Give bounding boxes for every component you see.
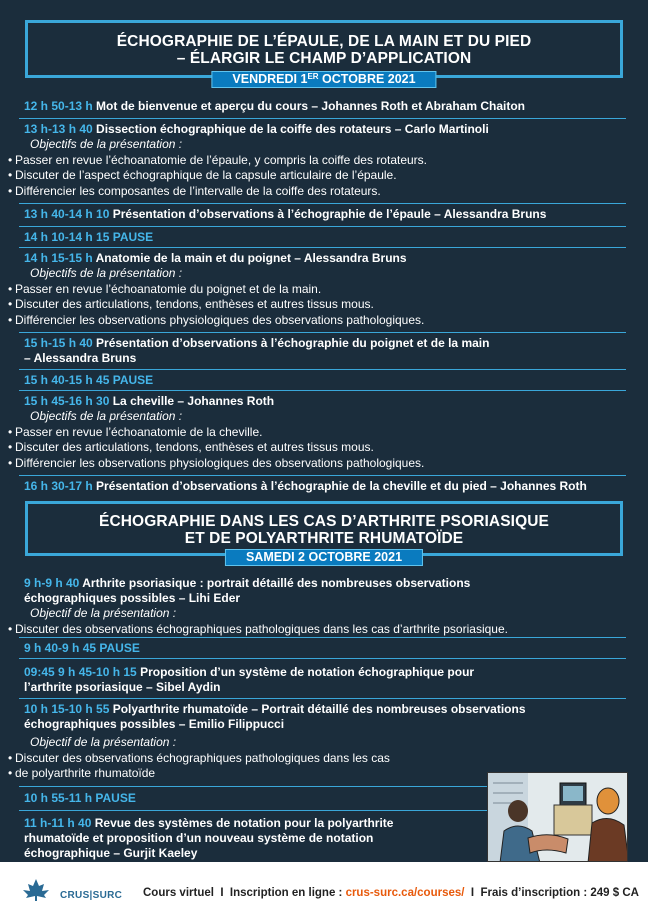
objectives-list bbox=[8, 622, 626, 638]
session-row bbox=[19, 663, 626, 699]
session-title: Anatomie de la main et du poignet – Alessandra Bruns bbox=[92, 251, 407, 265]
objective-item: • Passer en revue l’échoanatomie du poignet et de la main. bbox=[8, 282, 626, 298]
session-title: Présentation d’observations à l’échographie du poignet et de la main bbox=[92, 336, 490, 350]
objective-item: • Différencier les observations physiologiques des observations pathologiques. bbox=[8, 313, 626, 329]
session-time: 09:45 9 h 45-10 h 15 bbox=[24, 665, 137, 679]
registration-link[interactable]: crus-surc.ca/courses/ bbox=[345, 887, 465, 899]
objective-item: • Discuter des articulations, tendons, enthèses et autres tissus mous. bbox=[8, 297, 626, 313]
session-title-cont: échographiques possibles – Emilio Filippucci bbox=[24, 717, 285, 731]
clinic-illustration bbox=[487, 772, 628, 862]
pause-label: 14 h 10-14 h 15 PAUSE bbox=[24, 230, 154, 244]
objective-label: Objectif de la présentation : bbox=[30, 606, 177, 620]
session-title: Dissection échographique de la coiffe des rotateurs – Carlo Martinoli bbox=[92, 122, 489, 136]
objective-item: • Passer en revue l’échoanatomie de l’épaule, y compris la coiffe des rotateurs. bbox=[8, 153, 626, 169]
objective-item: • Différencier les observations physiologiques des observations pathologiques. bbox=[8, 456, 626, 472]
session-title-cont: rhumatoïde et proposition d’un nouveau système de notation bbox=[24, 831, 374, 845]
section2-title-line2: ET DE POLYARTHRITE RHUMATOÏDE bbox=[184, 530, 464, 547]
session-title: Revue des systèmes de notation pour la polyarthrite bbox=[91, 816, 394, 830]
session-time: 15 h-15 h 40 bbox=[24, 336, 93, 350]
objectives-label: Objectifs de la présentation : bbox=[30, 137, 183, 151]
session-time: 13 h 40-14 h 10 bbox=[24, 207, 110, 221]
objective-item: • Discuter de l’aspect échographique de la capsule articulaire de l’épaule. bbox=[8, 168, 626, 184]
session-title-cont: échographique – Gurjit Kaeley bbox=[24, 846, 198, 860]
session-row bbox=[19, 334, 626, 370]
objectives-list bbox=[8, 153, 626, 200]
crus-surc-logo bbox=[18, 884, 128, 904]
pause-label: 10 h 55-11 h PAUSE bbox=[24, 791, 136, 805]
session-row bbox=[15, 249, 626, 333]
pause-row bbox=[19, 639, 626, 659]
section2-title-box bbox=[25, 501, 623, 556]
session-title-cont: échographiques possibles – Lihi Eder bbox=[24, 591, 241, 605]
session-row bbox=[19, 477, 626, 497]
objectives-label: Objectifs de la présentation : bbox=[30, 409, 183, 423]
objective-item: • Discuter des articulations, tendons, enthèses et autres tissus mous. bbox=[8, 440, 626, 456]
session-time: 10 h 15-10 h 55 bbox=[24, 702, 110, 716]
section1-title-box bbox=[25, 20, 623, 78]
section1-title-line1: ÉCHOGRAPHIE DE L’ÉPAULE, DE LA MAIN ET DU PIED bbox=[116, 33, 532, 50]
date-prefix: VENDREDI 1 bbox=[232, 72, 308, 86]
maple-leaf-icon bbox=[18, 878, 54, 902]
session-row bbox=[19, 205, 626, 227]
session-title: Arthrite psoriasique : portrait détaillé des nombreuses observations bbox=[79, 576, 471, 590]
clinic-illustration-svg bbox=[488, 773, 628, 862]
pause-label: 15 h 40-15 h 45 PAUSE bbox=[24, 373, 154, 387]
pause-row bbox=[19, 789, 487, 811]
section1-title-line2: – ÉLARGIR LE CHAMP D’APPLICATION bbox=[176, 50, 472, 67]
objective-label: Objectif de la présentation : bbox=[30, 735, 177, 749]
footer-info bbox=[143, 887, 639, 899]
session-row bbox=[15, 574, 626, 638]
session-row bbox=[15, 120, 626, 204]
footer-fee: I Frais d’inscription : 249 $ CA bbox=[464, 887, 639, 899]
footer-sep1: I Inscription en ligne : bbox=[213, 887, 346, 899]
session-time: 13 h-13 h 40 bbox=[24, 122, 93, 136]
objectives-list bbox=[8, 282, 626, 329]
date-superscript: ER bbox=[307, 72, 319, 81]
session-title: Mot de bienvenue et aperçu du cours – Johannes Roth et Abraham Chaiton bbox=[92, 99, 525, 113]
session-row bbox=[19, 97, 626, 119]
section1-date-badge bbox=[211, 71, 436, 88]
session-time: 14 h 15-15 h bbox=[24, 251, 93, 265]
section2-date-badge: SAMEDI 2 OCTOBRE 2021 bbox=[225, 549, 423, 566]
session-title: Polyarthrite rhumatoïde – Portrait détaillé des nombreuses observations bbox=[109, 702, 526, 716]
pause-row bbox=[19, 228, 626, 248]
objective-item: • Discuter des observations échographiques pathologiques dans les cas bbox=[8, 751, 626, 767]
session-title: La cheville – Johannes Roth bbox=[109, 394, 275, 408]
pause-label: 9 h 40-9 h 45 PAUSE bbox=[24, 641, 140, 655]
session-time: 12 h 50-13 h bbox=[24, 99, 93, 113]
session-title-cont: l’arthrite psoriasique – Sibel Aydin bbox=[24, 680, 221, 694]
session-title: Présentation d’observations à l’échographie de la cheville et du pied – Johannes Roth bbox=[92, 479, 587, 493]
objective-item: • Passer en revue l’échoanatomie de la cheville. bbox=[8, 425, 626, 441]
session-row bbox=[19, 814, 487, 862]
footer-course: Cours virtuel bbox=[143, 887, 214, 899]
section2-title-line1: ÉCHOGRAPHIE DANS LES CAS D’ARTHRITE PSORIASIQUE bbox=[99, 513, 549, 530]
objective-item: • Discuter des observations échographiques pathologiques dans les cas d’arthrite psoriasique. bbox=[8, 622, 626, 638]
session-time: 15 h 45-16 h 30 bbox=[24, 394, 110, 408]
objective-item-cont-text: de polyarthrite rhumatoïde bbox=[15, 766, 156, 780]
objectives-label: Objectifs de la présentation : bbox=[30, 266, 183, 280]
objective-item: • Différencier les composantes de l’intervalle de la coiffe des rotateurs. bbox=[8, 184, 626, 200]
logo-text: CRUS|SURC bbox=[60, 890, 123, 901]
objectives-list bbox=[8, 425, 626, 472]
pause-row bbox=[19, 371, 626, 391]
footer bbox=[0, 862, 648, 924]
date-suffix: OCTOBRE 2021 bbox=[318, 72, 416, 86]
session-time: 11 h-11 h 40 bbox=[24, 816, 92, 830]
session-time: 16 h 30-17 h bbox=[24, 479, 93, 493]
session-row bbox=[15, 392, 626, 476]
session-title-cont: – Alessandra Bruns bbox=[24, 351, 137, 365]
session-title: Proposition d’un système de notation échographique pour bbox=[136, 665, 475, 679]
session-title: Présentation d’observations à l’échographie de l’épaule – Alessandra Bruns bbox=[109, 207, 547, 221]
session-time: 9 h-9 h 40 bbox=[24, 576, 80, 590]
